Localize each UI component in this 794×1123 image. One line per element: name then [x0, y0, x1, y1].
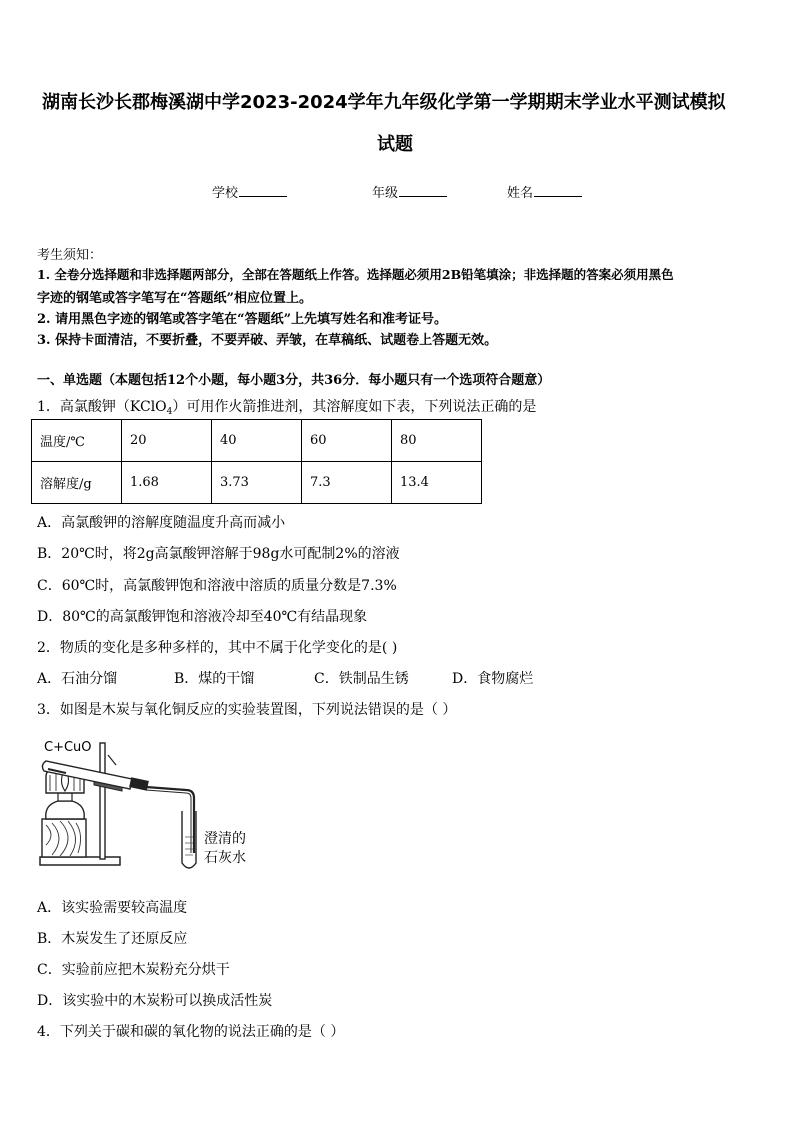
table-cell: 40	[212, 420, 302, 462]
notice-item3: 3. 保持卡面清洁，不要折叠，不要弄破、弄皱，在草稿纸、试题卷上答题无效。	[37, 333, 498, 348]
table-cell: 80	[392, 420, 482, 462]
table-cell: 3.73	[212, 462, 302, 504]
q1-stem-post: ）可用作火箭推进剂，其溶解度如下表，下列说法正确的是	[172, 399, 537, 415]
q3-option-a: A．该实验需要较高温度	[37, 900, 188, 916]
table-cell: 7.3	[302, 462, 392, 504]
grade-field	[372, 182, 447, 201]
page-title-line2: 试题	[377, 134, 413, 155]
reactant-label: C+CuO	[44, 740, 92, 755]
table-row-label: 溶解度/g	[32, 462, 122, 504]
school-blank	[239, 184, 287, 197]
table-cell: 60	[302, 420, 392, 462]
q2-option-d: D．食物腐烂	[452, 671, 534, 687]
solubility-table	[31, 419, 482, 504]
q1-option-d: D．80℃的高氯酸钾饱和溶液冷却至40℃有结晶现象	[37, 609, 368, 625]
q2-option-c: C．铁制品生锈	[314, 671, 409, 687]
section1-heading: 一、单选题（本题包括12个小题，每小题3分，共36分．每小题只有一个选项符合题意）	[37, 373, 551, 388]
q1-option-a: A．高氯酸钾的溶解度随温度升高而减小	[37, 515, 286, 531]
name-field	[507, 182, 582, 201]
grade-label: 年级	[372, 186, 399, 201]
q2-option-a: A．石油分馏	[37, 671, 118, 687]
alcohol-lamp	[46, 801, 85, 819]
limewater-label-line1: 澄清的	[204, 831, 246, 847]
school-label: 学校	[212, 186, 239, 201]
page-title-line1: 湖南长沙长郡梅溪湖中学2023-2024学年九年级化学第一学期期末学业水平测试模拟	[42, 92, 726, 113]
name-blank	[534, 184, 582, 197]
table-cell: 13.4	[392, 462, 482, 504]
table-cell: 1.68	[122, 462, 212, 504]
q4-stem: 4．下列关于碳和碳的氧化物的说法正确的是（ ）	[37, 1024, 345, 1040]
notice-item1-line1: 1. 全卷分选择题和非选择题两部分，全部在答题纸上作答。选择题必须用2B铅笔填涂；非选择题的答案必须用黑色	[37, 267, 674, 282]
q1-stem-subscript: 4	[166, 407, 173, 417]
table-row-label: 温度/℃	[32, 420, 122, 462]
q1-stem	[37, 396, 536, 417]
q1-option-b: B．20℃时，将2g高氯酸钾溶解于98g水可配制2%的溶液	[37, 546, 400, 562]
name-label: 姓名	[507, 186, 534, 201]
stand-base	[40, 857, 120, 865]
table-row-temperature	[32, 420, 482, 462]
q1-option-c: C．60℃时，高氯酸钾饱和溶液中溶质的质量分数是7.3%	[37, 578, 397, 594]
q3-option-b: B．木炭发生了还原反应	[37, 931, 188, 947]
table-row-solubility	[32, 462, 482, 504]
limewater-label-line2: 石灰水	[204, 850, 246, 866]
stand-rod	[100, 743, 105, 859]
q3-option-d: D．该实验中的木炭粉可以换成活性炭	[37, 993, 273, 1009]
notice-heading: 考生须知：	[37, 248, 103, 263]
school-field	[212, 182, 287, 201]
notice-item1-line2: 字迹的钢笔或答字笔写在“答题纸”相应位置上。	[37, 291, 312, 306]
pointer-line	[108, 755, 116, 765]
notice-item2: 2. 请用黑色字迹的钢笔或答字笔在“答题纸”上先填写姓名和准考证号。	[37, 312, 448, 327]
q3-stem: 3．如图是木炭与氧化铜反应的实验装置图，下列说法错误的是（ ）	[37, 702, 457, 718]
table-cell: 20	[122, 420, 212, 462]
grade-blank	[399, 184, 447, 197]
q1-stem-pre: 1．高氯酸钾（KClO	[37, 399, 167, 415]
q2-stem: 2．物质的变化是多种多样的，其中不属于化学变化的是( )	[37, 640, 398, 656]
q2-option-b: B．煤的干馏	[174, 671, 255, 687]
q3-option-c: C．实验前应把木炭粉充分烘干	[37, 962, 230, 978]
